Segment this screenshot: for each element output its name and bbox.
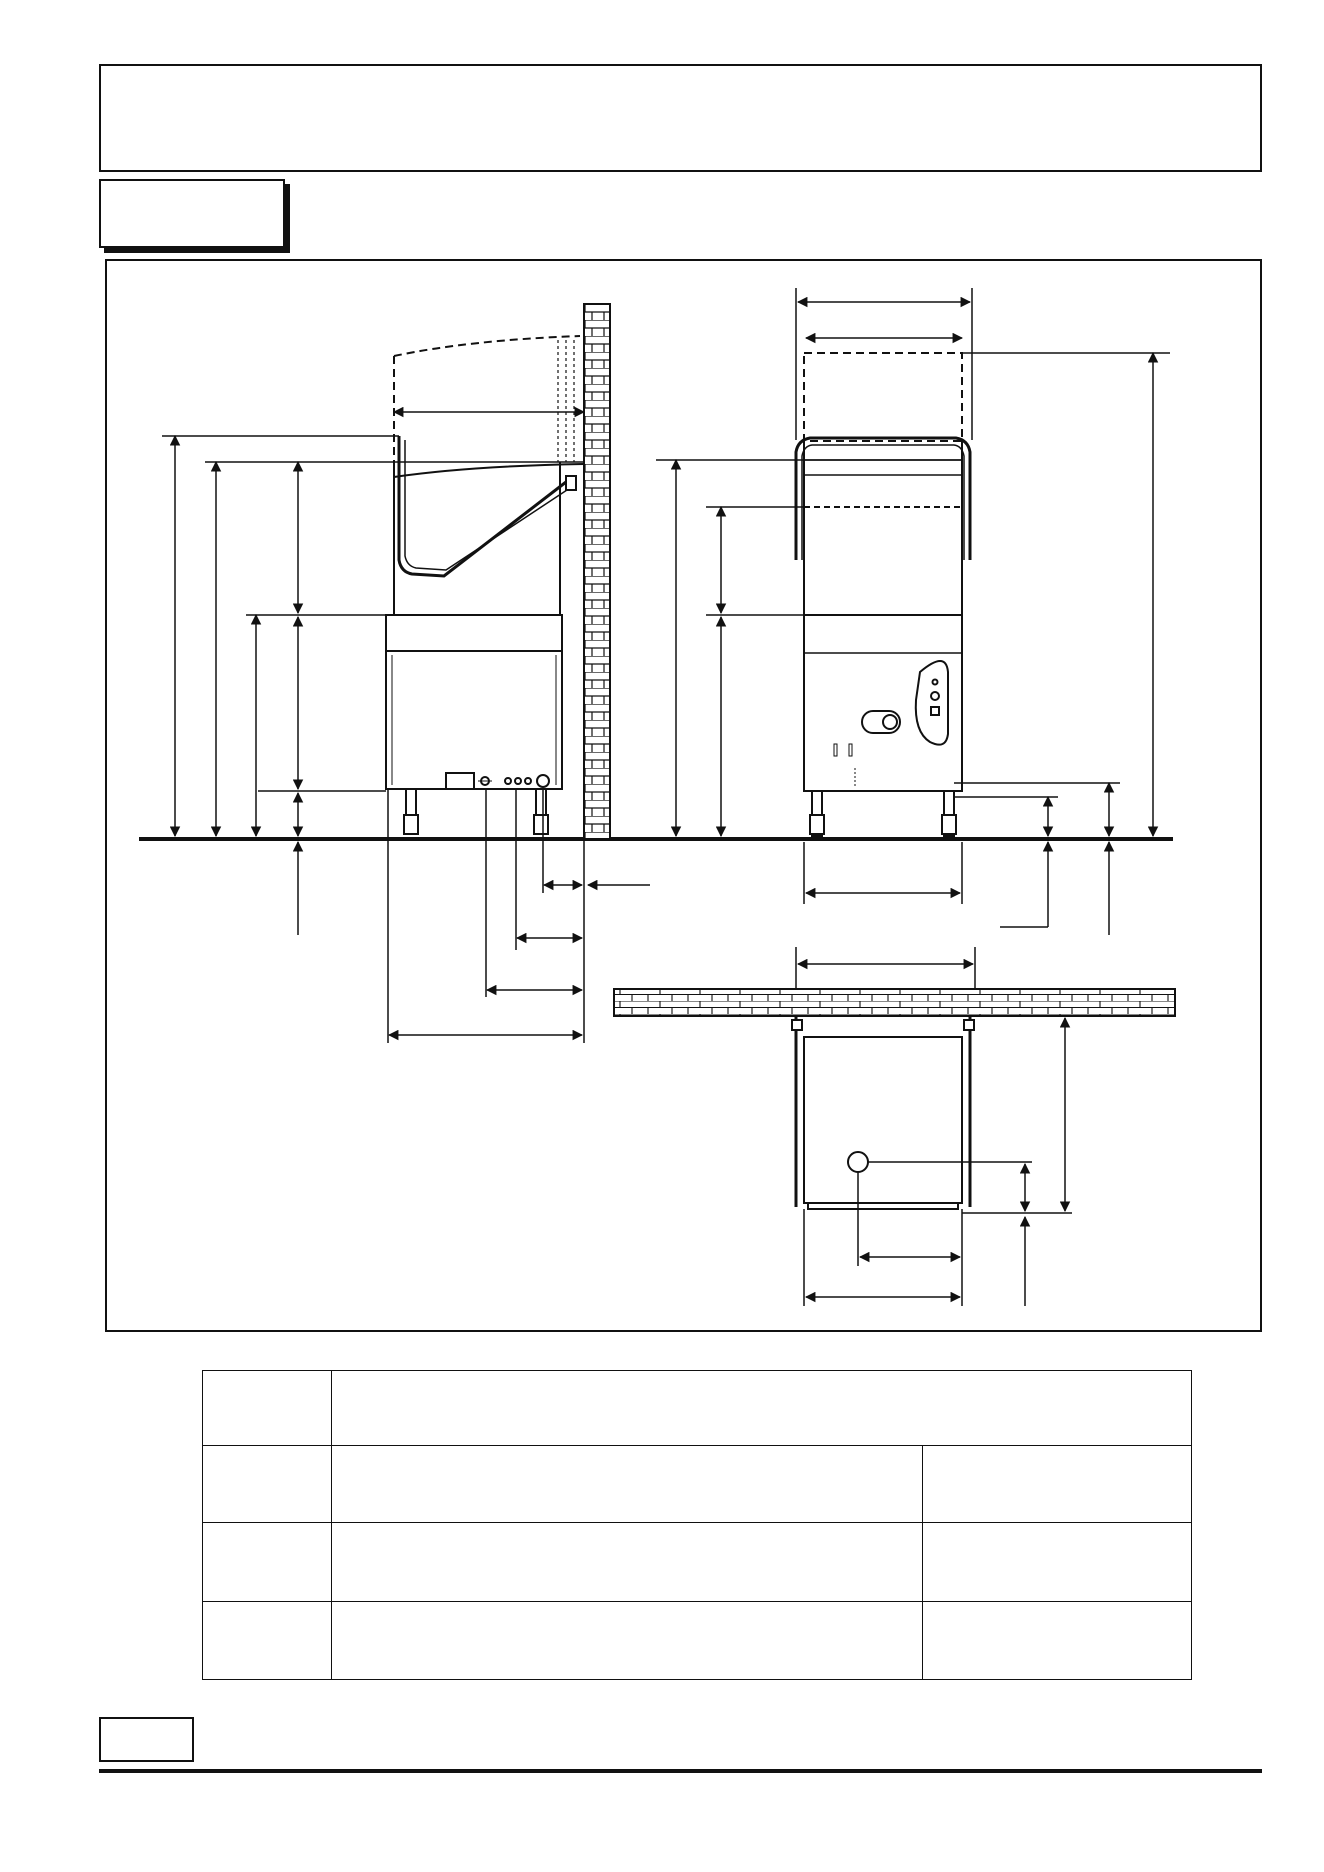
spec-table-header-row	[203, 1371, 1192, 1446]
dimension-arrows-side	[162, 412, 650, 1043]
plan-wall	[614, 989, 1175, 1016]
spec-row-description	[332, 1446, 923, 1523]
spec-row-value	[923, 1523, 1192, 1602]
spec-row-value	[923, 1446, 1192, 1523]
spec-row-code	[203, 1602, 332, 1680]
spec-row-description	[332, 1523, 923, 1602]
spec-table	[202, 1370, 1192, 1680]
plan-view	[614, 989, 1175, 1209]
page-number-box	[99, 1717, 194, 1762]
spec-row-description	[332, 1602, 923, 1680]
spec-table-row	[203, 1446, 1192, 1523]
side-wall	[584, 304, 610, 839]
spec-header-code	[203, 1371, 332, 1446]
spec-table-row	[203, 1602, 1192, 1680]
front-elevation-view	[796, 353, 970, 836]
spec-row-code	[203, 1446, 332, 1523]
side-elevation-view	[386, 304, 610, 839]
footer-rule	[99, 1769, 1262, 1773]
spec-row-code	[203, 1523, 332, 1602]
spec-table-row	[203, 1523, 1192, 1602]
spec-header-description	[332, 1371, 1192, 1446]
spec-row-value	[923, 1602, 1192, 1680]
